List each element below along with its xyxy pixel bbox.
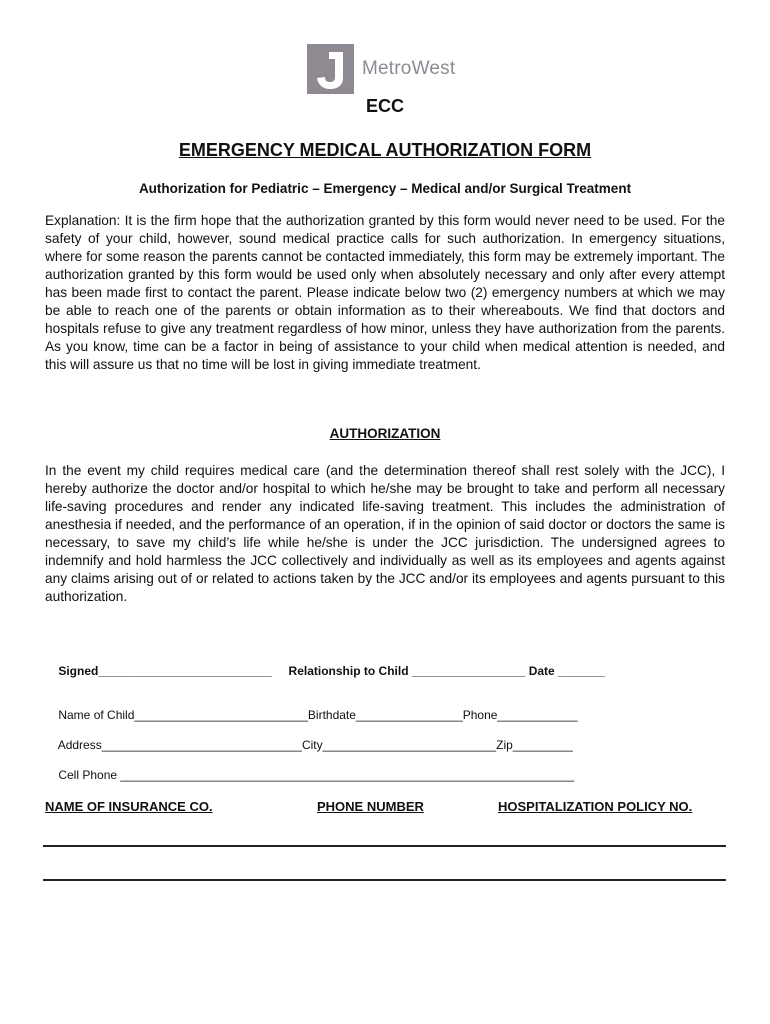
metrowest-logo [307,44,467,96]
authorization-heading: AUTHORIZATION [329,426,441,441]
phone-field[interactable]: Phone____________ [462,708,578,722]
insurance-entry-line-1[interactable] [43,845,726,847]
cell-phone-row [45,754,574,796]
j-logo-icon [307,44,354,94]
form-title: EMERGENCY MEDICAL AUTHORIZATION FORM [178,140,592,160]
relationship-field[interactable]: Relationship to Child _________________ [288,664,526,678]
authorization-paragraph: In the event my child requires medical care (and the determination thereof shall rest solely with the JCC), I hereby authorize the doctor and/or hospital to which he/she may be brought to take and perform all necessary life-saving procedures and render any indicated life-saving treatment. This includes the administration of anesthesia if needed, and the performance of an operation, if in the opinion of said doctor or doctors the same is necessary, to save my child’s life while he/she is under the JCC jurisdiction. The undersigned agrees to indemnify and hold harmless the JCC collectively and individually as well as its employees and agents against any claims arising out of or related to actions taken by the JCC and/or its employees and agents pursuant to this authorization. [45,463,725,604]
date-field[interactable]: Date _______ [528,664,605,678]
birthdate-field[interactable]: Birthdate________________ [307,708,463,722]
city-field[interactable]: City__________________________ [301,738,497,752]
explanation-paragraph: Explanation: It is the firm hope that the authorization granted by this form would never need to be used. For the safety of your child, however, sound medical practice calls for such authorization. In emergency situations, where for some reason the parents cannot be contacted immediately, this form may be extremely important. The authorization granted by this form would be used only when absolutely necessary and only after every attempt has been made first to contact the parent. Please indicate below two (2) emergency numbers at which we may be able to reach one of the parents or obtain information as to their whereabouts. We find that doctors and hospitals refuse to give any treatment regardless of how minor, unless they have authorization from the parents. As you know, time can be a factor in being of assistance to your child when medical attention is needed, and this will assure us that no time will be lost in giving immediate treatment. [45,213,725,372]
signature-row [45,650,605,692]
insurance-entry-line-2[interactable] [43,879,726,881]
signed-field[interactable]: Signed__________________________ [58,664,272,678]
zip-field[interactable]: Zip_________ [496,738,573,752]
phone-number-header: PHONE NUMBER [317,799,424,814]
insurance-company-header: NAME OF INSURANCE CO. [45,799,213,814]
name-of-child-field[interactable]: Name of Child__________________________ [58,708,308,722]
logo-text: MetroWest [362,58,456,79]
address-field[interactable]: Address______________________________ [57,738,302,752]
form-subtitle: Authorization for Pediatric – Emergency – Medical and/or Surgical Treatment [138,181,632,196]
policy-number-header: HOSPITALIZATION POLICY NO. [498,799,693,814]
cell-phone-field[interactable]: Cell Phone ____________________________________________________________________ [58,768,575,782]
org-name: ECC [365,96,404,116]
